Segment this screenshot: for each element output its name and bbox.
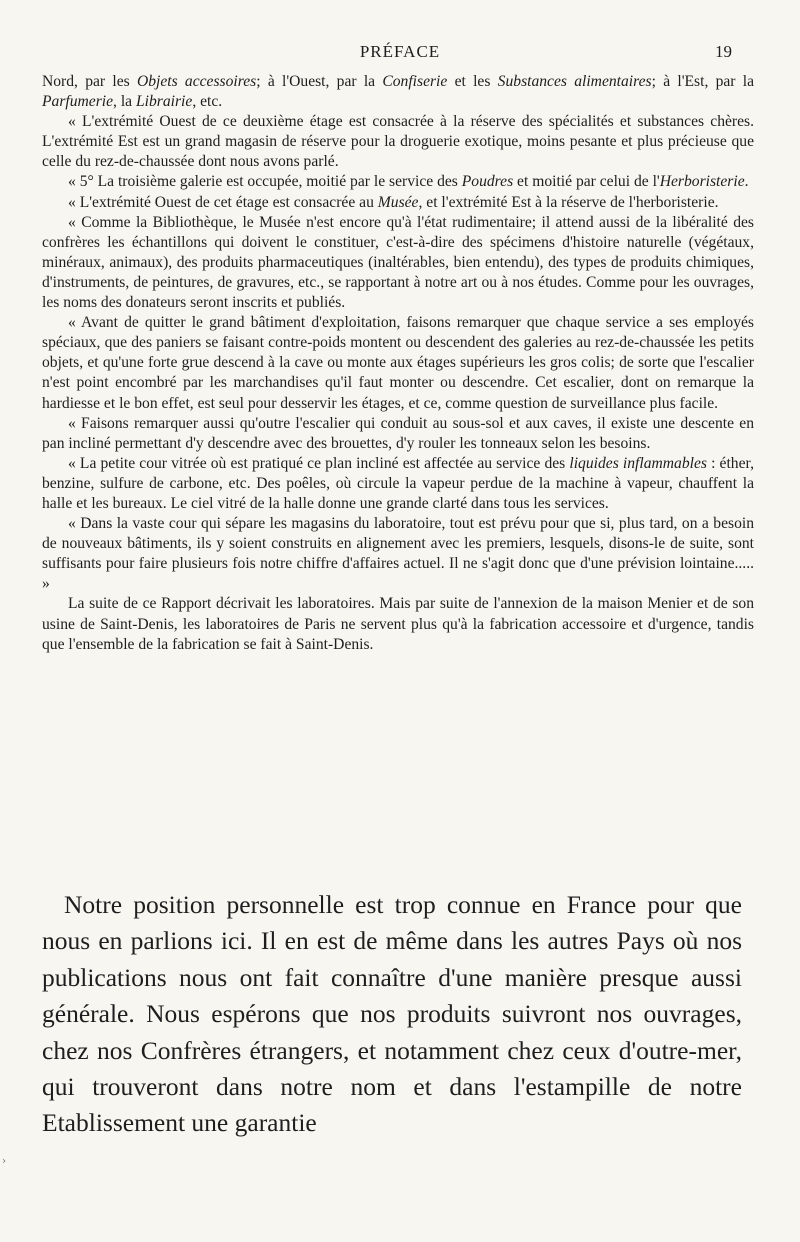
preface-paragraph xyxy=(42,112,754,172)
preface-paragraph xyxy=(42,454,754,514)
italic-term: Parfumerie xyxy=(42,93,114,111)
italic-term: Librairie xyxy=(135,93,193,111)
text-run: , et l'extrémité Est à la réserve de l'herboristerie. xyxy=(418,193,719,211)
italic-term: Musée xyxy=(377,193,419,211)
preface-paragraph xyxy=(42,313,754,413)
italic-term: liquides inflammables xyxy=(569,454,707,472)
text-run: , la xyxy=(113,93,136,111)
text-run: La suite de ce Rapport décrivait les laboratoires. Mais par suite de l'annexion de la maison Menier et de son usine de Saint-Denis, les laboratoires de Paris ne servent plus qu'à la fabrication accessoire et d'urgence, tandis que l'ensemble de la fabrication se fait à Saint-Denis. xyxy=(42,595,754,653)
text-run: et les xyxy=(447,73,498,90)
page-title: PRÉFACE xyxy=(359,42,441,61)
running-head xyxy=(0,42,800,68)
text-run: ; à l'Est, par la xyxy=(651,73,755,90)
margin-mark-icon: › xyxy=(2,1156,6,1167)
text-run: « La petite cour vitrée où est pratiqué ce plan incliné est affectée au service des xyxy=(68,454,570,472)
preface-paragraph xyxy=(42,213,754,313)
text-run: et moitié par celui de l' xyxy=(513,173,660,191)
text-run: . xyxy=(744,173,749,191)
preface-paragraph xyxy=(42,172,754,192)
preface-paragraph xyxy=(42,193,754,213)
text-run: « Avant de quitter le grand bâtiment d'exploitation, faisons remarquer que chaque service a ses employés spéciaux, que des paniers se faisant contre-poids montent ou descendent des galeries au rez-de-chaussée les petits objets, et qu'une forte grue descend à la cave ou monte aux étages supérieurs les gros colis; de sorte que l'escalier n'est point encombré par les marchandises qu'il faut monter ou descendre. Cet escalier, dont on remarque la hardiesse et le bon effet, est seul pour desservir les étages, et ce, comme question de surveillance plus facile. xyxy=(42,314,754,412)
page-number: 19 xyxy=(715,42,732,61)
text-run: ; à l'Ouest, par la xyxy=(256,73,383,90)
closing-paragraph: Notre position personnelle est trop connue en France pour que nous en parlions ici. Il en est de même dans les autres Pays où nos publications nous ont fait connaître d'une manière presque aussi générale. Nous espérons que nos produits suivront nos ouvrages, chez nos Confrères étrangers, et notamment chez ceux d'outre-mer, qui trouveront dans notre nom et dans l'estampille de notre Etablissement une garantie xyxy=(42,890,742,1138)
text-run: « L'extrémité Ouest de ce deuxième étage est consacrée à la réserve des spécialités et substances chères. L'extrémité Est est un grand magasin de réserve pour la droguerie exotique, moins pesante et plus précieuse que celle du rez-de-chaussée dont nous avons parlé. xyxy=(42,113,754,171)
text-run: « 5° La troisième galerie est occupée, moitié par le service des xyxy=(68,173,462,191)
preface-paragraph xyxy=(42,594,754,654)
preface-text-block xyxy=(42,72,754,655)
italic-term: Confiserie xyxy=(382,73,448,90)
closing-text-block xyxy=(42,887,742,1142)
italic-term: Herboristerie xyxy=(659,173,745,191)
text-run: « Dans la vaste cour qui sépare les magasins du laboratoire, tout est prévu pour que si, plus tard, on a besoin de nouveaux bâtiments, ils y soient construits en alignement avec les premiers, lesquels, disons-le de suite, sont suffisants pour faire plusieurs fois notre chiffre d'affaires actuel. Il ne s'agit donc que d'une prévision lointaine..... » xyxy=(42,515,754,593)
preface-paragraph xyxy=(42,414,754,454)
text-run: « Faisons remarquer aussi qu'outre l'escalier qui conduit au sous-sol et aux caves, il existe une descente en pan incliné permettant d'y descendre avec des brouettes, d'y rouler les tonneaux selon les besoins. xyxy=(42,414,754,452)
text-run: : éther, benzine, sulfure de carbone, etc. Des poêles, où circule la vapeur perdue de la machine à vapeur, chauffent la halle et les bureaux. Le ciel vitré de la halle donne une grande clarté dans tous les services. xyxy=(42,454,754,512)
text-run: « L'extrémité Ouest de cet étage est consacrée au xyxy=(68,193,378,211)
text-run: « Comme la Bibliothèque, le Musée n'est encore qu'à l'état rudimentaire; il attend aussi de la libéralité des confrères les échantillons qui doivent le constituer, c'est-à-dire des spécimens d'histoire naturelle (végétaux, minéraux, animaux), des produits pharmaceutiques (inaltérables, bien entendu), des types de produits chimiques, d'instruments, de peintures, de gravures, etc., se rapportant à notre art ou à nos études. Comme pour les ouvrages, les noms des donateurs seront inscrits et publiés. xyxy=(42,213,754,312)
preface-paragraph xyxy=(42,72,754,112)
preface-paragraph xyxy=(42,514,754,594)
text-run: , etc. xyxy=(192,93,223,111)
italic-term: Poudres xyxy=(461,173,514,191)
text-run: Nord, par les xyxy=(42,73,137,90)
italic-term: Substances alimentaires xyxy=(497,73,652,90)
italic-term: Objets accessoires xyxy=(136,73,257,90)
